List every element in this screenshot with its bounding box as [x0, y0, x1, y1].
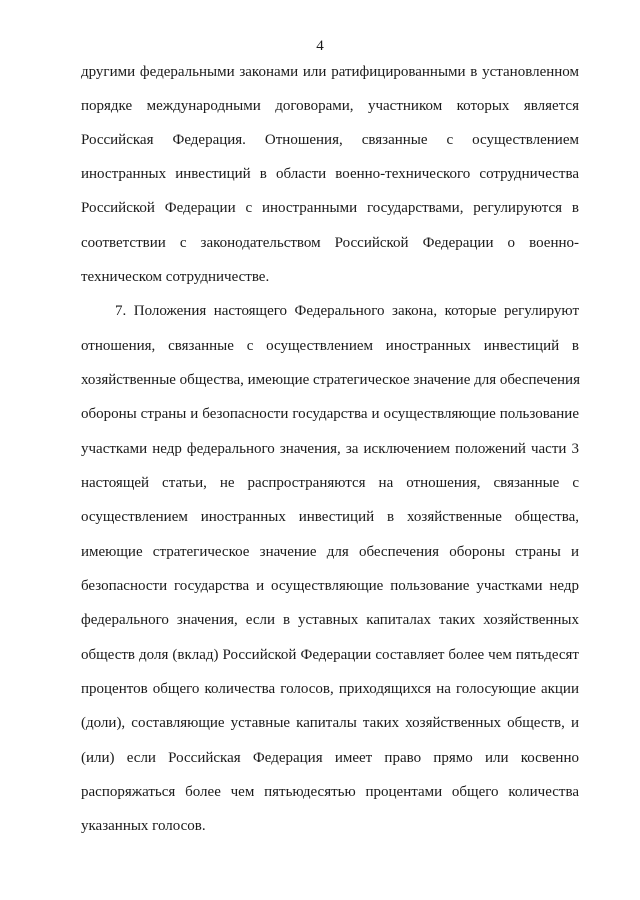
text-line: (доли), составляющие уставные капиталы таких хозяйственных обществ, и	[81, 715, 579, 731]
text-line: имеющие стратегическое значение для обеспечения обороны страны и	[81, 544, 579, 560]
text-line: порядке международными договорами, участником которых является	[81, 98, 579, 114]
page-number: 4	[316, 38, 324, 54]
text-line: безопасности государства и осуществляющие пользование участками недр	[81, 578, 579, 594]
text-line: хозяйственные общества, имеющие стратегическое значение для обеспечения	[81, 372, 580, 388]
text-line: осуществлением иностранных инвестиций в хозяйственные общества,	[81, 509, 579, 525]
text-line: распоряжаться более чем пятьюдесятью процентами общего количества	[81, 784, 579, 800]
text-line: федерального значения, если в уставных капиталах таких хозяйственных	[81, 612, 579, 628]
text-line: настоящей статьи, не распространяются на отношения, связанные с	[81, 475, 579, 491]
text-line: соответствии с законодательством Российской Федерации о военно-	[81, 235, 579, 251]
text-line: обществ доля (вклад) Российской Федерации составляет более чем пятьдесят	[81, 647, 579, 663]
text-line: техническом сотрудничестве.	[81, 269, 270, 285]
text-line: Российская Федерация. Отношения, связанные с осуществлением	[81, 132, 579, 148]
text-line: (или) если Российская Федерация имеет право прямо или косвенно	[81, 750, 579, 766]
text-line: указанных голосов.	[81, 818, 206, 834]
text-line: отношения, связанные с осуществлением иностранных инвестиций в	[81, 338, 579, 354]
text-line: Российской Федерации с иностранными государствами, регулируются в	[81, 200, 579, 216]
text-line: иностранных инвестиций в области военно-технического сотрудничества	[81, 166, 579, 182]
text-line: обороны страны и безопасности государства и осуществляющие пользование	[81, 406, 579, 422]
text-line: другими федеральными законами или ратифицированными в установленном	[81, 64, 579, 80]
paragraph-start-line: 7. Положения настоящего Федерального закона, которые регулируют	[115, 303, 579, 319]
text-line: процентов общего количества голосов, приходящихся на голосующие акции	[81, 681, 579, 697]
text-line: участками недр федерального значения, за исключением положений части 3	[81, 441, 579, 457]
